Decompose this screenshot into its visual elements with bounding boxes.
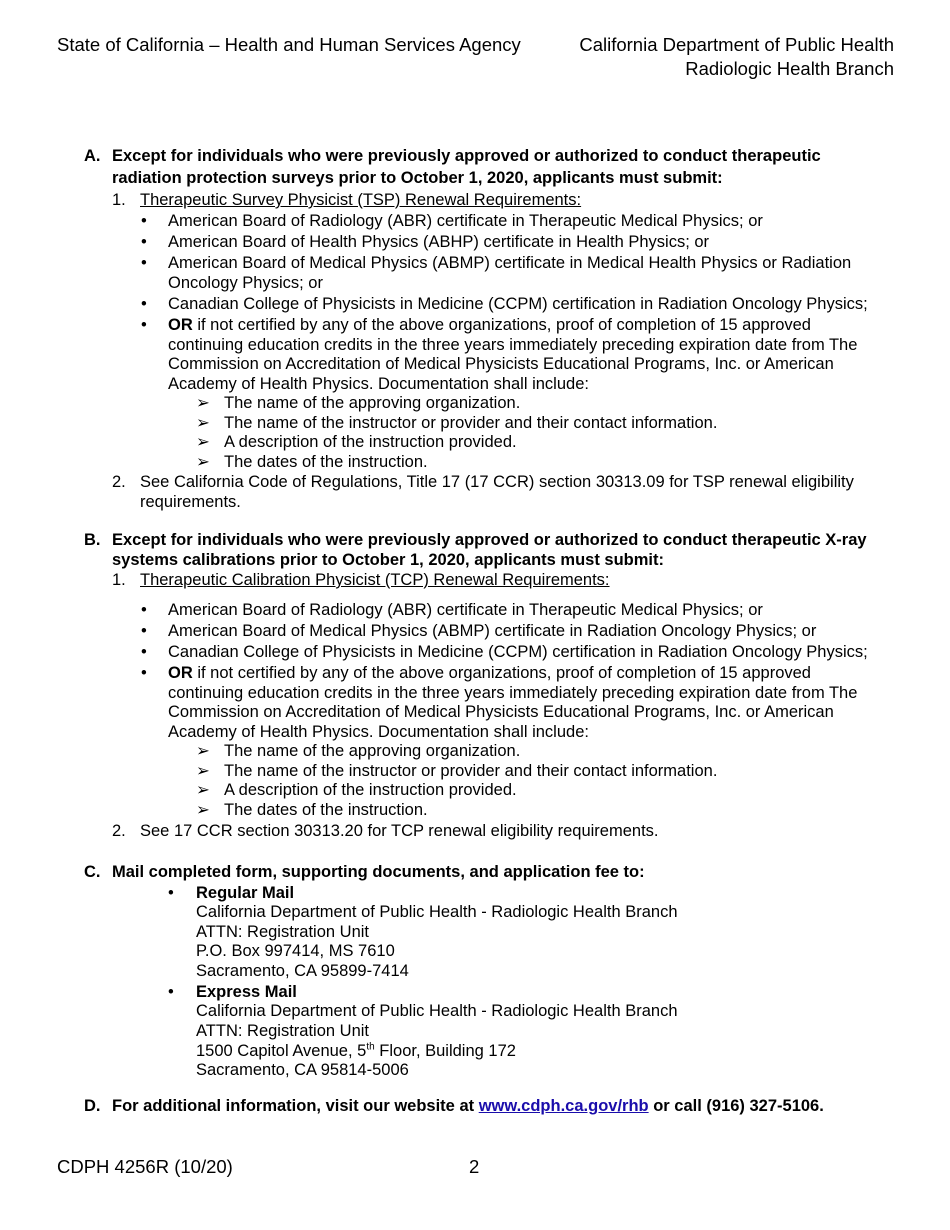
or-text-cont: Academy of Health Physics. Documentation shall include: [168, 375, 589, 393]
documentation-item: A description of the instruction provided. [224, 433, 517, 451]
branch-header: Radiologic Health Branch [685, 58, 894, 79]
list-item: American Board of Radiology (ABR) certificate in Therapeutic Medical Physics; or [168, 601, 763, 619]
section-c-heading: Mail completed form, supporting documents, and application fee to: [112, 863, 645, 881]
bullet-icon: • [141, 233, 147, 251]
arrow-bullet-icon: ➢ [196, 394, 210, 412]
documentation-item: The name of the instructor or provider and their contact information. [224, 762, 718, 780]
contact-text: or call (916) 327-5106. [648, 1097, 824, 1115]
or-text-cont: Commission on Accreditation of Medical Physicists Educational Programs, Inc. or American [168, 703, 834, 721]
section-a-item2-number: 2. [112, 473, 126, 491]
or-text: if not certified by any of the above organizations, proof of completion of 15 approved [192, 316, 811, 334]
bullet-icon: • [141, 664, 147, 682]
arrow-bullet-icon: ➢ [196, 453, 210, 471]
list-item: American Board of Medical Physics (ABMP) certificate in Radiation Oncology Physics; or [168, 622, 817, 640]
or-text: if not certified by any of the above organizations, proof of completion of 15 approved [192, 664, 811, 682]
arrow-bullet-icon: ➢ [196, 414, 210, 432]
bullet-icon: • [141, 601, 147, 619]
documentation-item: The dates of the instruction. [224, 453, 428, 471]
bullet-icon: • [168, 983, 174, 1001]
section-b-item1-number: 1. [112, 571, 126, 589]
or-label: OR [168, 664, 193, 682]
regular-mail-line: California Department of Public Health - Radiologic Health Branch [196, 903, 678, 921]
or-text-cont: Commission on Accreditation of Medical Physicists Educational Programs, Inc. or American [168, 355, 834, 373]
bullet-icon: • [168, 884, 174, 902]
contact-info [112, 1096, 824, 1116]
bullet-icon: • [141, 643, 147, 661]
documentation-item: The dates of the instruction. [224, 801, 428, 819]
express-mail-address [196, 1041, 516, 1061]
list-item: American Board of Medical Physics (ABMP) certificate in Medical Health Physics or Radiation [168, 254, 852, 272]
arrow-bullet-icon: ➢ [196, 801, 210, 819]
tcp-eligibility-text: See 17 CCR section 30313.20 for TCP renewal eligibility requirements. [140, 822, 659, 840]
or-text-cont: continuing education credits in the three years immediately preceding expiration date from The [168, 684, 858, 702]
tsp-eligibility-text: See California Code of Regulations, Title 17 (17 CCR) section 30313.09 for TSP renewal eligibility [140, 473, 854, 491]
agency-header: State of California – Health and Human Services Agency [57, 34, 521, 55]
form-id: CDPH 4256R (10/20) [57, 1156, 233, 1177]
arrow-bullet-icon: ➢ [196, 433, 210, 451]
section-b-label: B. [84, 531, 101, 549]
section-a-label: A. [84, 147, 101, 165]
or-option [168, 663, 811, 683]
address-text: 1500 Capitol Avenue, 5 [196, 1042, 367, 1060]
or-label: OR [168, 316, 193, 334]
address-text: Floor, Building 172 [374, 1042, 516, 1060]
website-link[interactable]: www.cdph.ca.gov/rhb [478, 1097, 649, 1115]
contact-text: For additional information, visit our website at [112, 1097, 479, 1115]
tsp-eligibility-text-cont: requirements. [140, 493, 241, 511]
documentation-item: The name of the instructor or provider and their contact information. [224, 414, 718, 432]
or-text-cont: continuing education credits in the three years immediately preceding expiration date from The [168, 336, 858, 354]
list-item: American Board of Radiology (ABR) certificate in Therapeutic Medical Physics; or [168, 212, 763, 230]
regular-mail-line: ATTN: Registration Unit [196, 923, 369, 941]
or-option [168, 315, 811, 335]
documentation-item: A description of the instruction provided. [224, 781, 517, 799]
regular-mail-line: P.O. Box 997414, MS 7610 [196, 942, 395, 960]
express-mail-title: Express Mail [196, 983, 297, 1001]
or-text-cont: Academy of Health Physics. Documentation shall include: [168, 723, 589, 741]
bullet-icon: • [141, 622, 147, 640]
regular-mail-title: Regular Mail [196, 884, 295, 902]
section-d-label: D. [84, 1097, 101, 1115]
bullet-icon: • [141, 254, 147, 272]
list-item: Canadian College of Physicists in Medicine (CCPM) certification in Radiation Oncology Physics; [168, 643, 868, 661]
section-b-heading-cont: systems calibrations prior to October 1, 2020, applicants must submit: [112, 551, 664, 569]
arrow-bullet-icon: ➢ [196, 742, 210, 760]
ordinal-suffix: th [366, 1041, 375, 1053]
arrow-bullet-icon: ➢ [196, 762, 210, 780]
bullet-icon: • [141, 295, 147, 313]
section-b-item2-number: 2. [112, 822, 126, 840]
regular-mail-line: Sacramento, CA 95899-7414 [196, 962, 409, 980]
section-a-item1-number: 1. [112, 191, 126, 209]
list-item-cont: Oncology Physics; or [168, 274, 323, 292]
arrow-bullet-icon: ➢ [196, 781, 210, 799]
section-b-heading: Except for individuals who were previously approved or authorized to conduct therapeutic X-ray [112, 531, 867, 549]
section-a-heading: Except for individuals who were previously approved or authorized to conduct therapeutic [112, 147, 821, 165]
section-c-label: C. [84, 863, 101, 881]
department-header: California Department of Public Health [579, 34, 894, 55]
bullet-icon: • [141, 316, 147, 334]
bullet-icon: • [141, 212, 147, 230]
express-mail-line: Sacramento, CA 95814-5006 [196, 1061, 409, 1079]
tcp-requirements-title: Therapeutic Calibration Physicist (TCP) Renewal Requirements: [140, 571, 610, 589]
list-item: American Board of Health Physics (ABHP) certificate in Health Physics; or [168, 233, 710, 251]
page-number: 2 [469, 1156, 480, 1177]
documentation-item: The name of the approving organization. [224, 742, 521, 760]
express-mail-line: California Department of Public Health - Radiologic Health Branch [196, 1002, 678, 1020]
tsp-requirements-title: Therapeutic Survey Physicist (TSP) Renewal Requirements: [140, 191, 582, 209]
list-item: Canadian College of Physicists in Medicine (CCPM) certification in Radiation Oncology Physics; [168, 295, 868, 313]
section-a-heading-cont: radiation protection surveys prior to October 1, 2020, applicants must submit: [112, 169, 723, 187]
express-mail-line: ATTN: Registration Unit [196, 1022, 369, 1040]
documentation-item: The name of the approving organization. [224, 394, 521, 412]
